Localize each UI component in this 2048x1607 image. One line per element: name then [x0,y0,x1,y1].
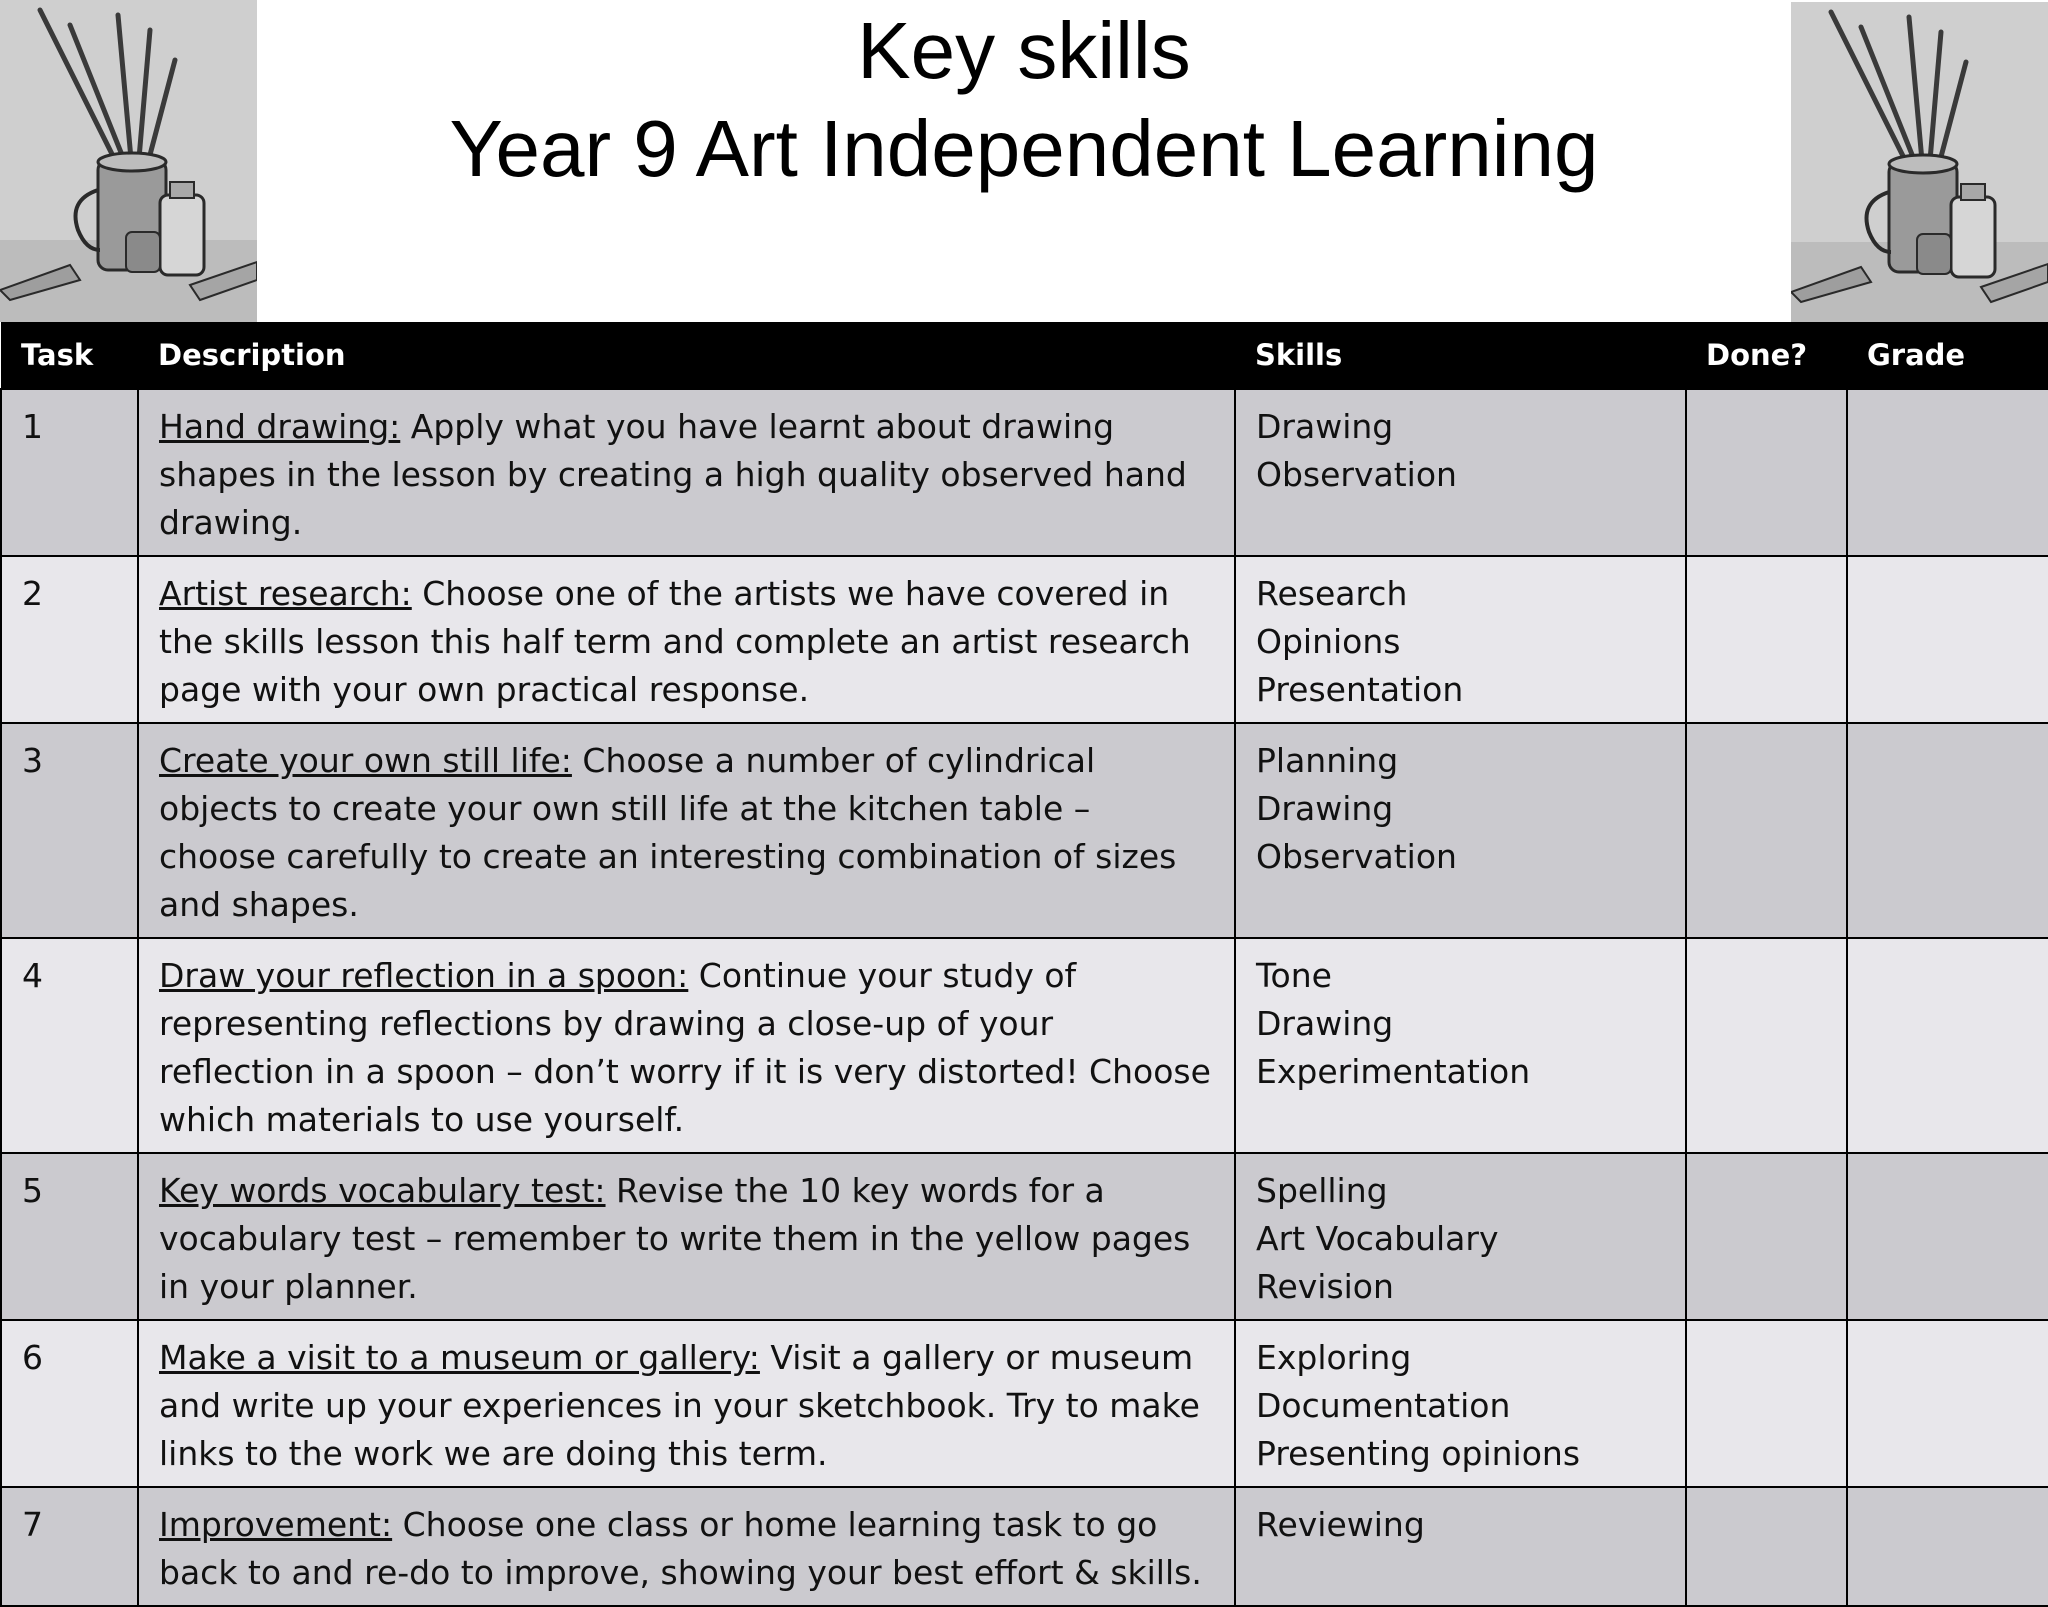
task-description [138,1153,1235,1320]
done-cell[interactable] [1686,1320,1847,1487]
task-skills [1235,1153,1686,1320]
header-skills: Skills [1235,322,1686,389]
grade-cell[interactable] [1847,1153,2048,1320]
done-cell[interactable] [1686,1487,1847,1606]
skill-item: Observation [1256,837,1457,876]
skill-item: Tone [1256,956,1332,995]
skill-item: Documentation [1256,1386,1511,1425]
skill-item: Presentation [1256,670,1464,709]
done-cell[interactable] [1686,1153,1847,1320]
grade-cell[interactable] [1847,1487,2048,1606]
task-skills [1235,389,1686,556]
grade-cell[interactable] [1847,938,2048,1153]
done-cell[interactable] [1686,556,1847,723]
task-lead: Key words vocabulary test: [159,1171,606,1210]
skill-item: Spelling [1256,1171,1388,1210]
skill-item: Art Vocabulary [1256,1219,1499,1258]
skill-item: Opinions [1256,622,1401,661]
task-skills [1235,723,1686,938]
title-line-2: Year 9 Art Independent Learning [449,104,1599,193]
header-description: Description [138,322,1235,389]
task-lead: Create your own still life: [159,741,572,780]
table-row [1,938,2048,1153]
task-lead: Hand drawing: [159,407,401,446]
table-header-row [1,322,2048,389]
task-lead: Improvement: [159,1505,393,1544]
skill-item: Research [1256,574,1408,613]
skill-item: Observation [1256,455,1457,494]
skill-item: Exploring [1256,1338,1412,1377]
still-life-illustration-right [1791,2,2048,324]
task-skills [1235,1320,1686,1487]
task-text: Choose one of the artists we have covered in the skills lesson this half term and complete an artist research page with your own practical response. [159,574,1191,709]
task-lead: Draw your reflection in a spoon: [159,956,689,995]
task-lead: Make a visit to a museum or gallery: [159,1338,760,1377]
task-description [138,1320,1235,1487]
brushes-jar-icon [0,0,257,322]
header-grade: Grade [1847,322,2048,389]
done-cell[interactable] [1686,389,1847,556]
task-text: Apply what you have learnt about drawing shapes in the lesson by creating a high quality observed hand drawing. [159,407,1187,542]
task-description [138,1487,1235,1606]
grade-cell[interactable] [1847,1320,2048,1487]
title-line-1: Key skills [857,6,1191,95]
task-description [138,938,1235,1153]
done-cell[interactable] [1686,938,1847,1153]
still-life-illustration-left [0,0,257,322]
task-skills [1235,1487,1686,1606]
task-text: Continue your study of representing reflections by drawing a close-up of your reflection in a spoon – don’t worry if it is very distorted! Choose which materials to use yourself. [159,956,1211,1139]
table-row [1,1320,2048,1487]
grade-cell[interactable] [1847,389,2048,556]
skill-item: Drawing [1256,407,1394,446]
table-row [1,723,2048,938]
skill-item: Presenting opinions [1256,1434,1581,1473]
task-skills [1235,556,1686,723]
tasks-table [0,322,2048,1607]
table-row [1,556,2048,723]
grade-cell[interactable] [1847,723,2048,938]
task-number: 6 [1,1320,138,1487]
task-number: 5 [1,1153,138,1320]
task-number: 2 [1,556,138,723]
brushes-jar-icon [1791,2,2048,324]
task-number: 1 [1,389,138,556]
task-description [138,556,1235,723]
task-number: 7 [1,1487,138,1606]
task-description [138,389,1235,556]
grade-cell[interactable] [1847,556,2048,723]
skill-item: Revision [1256,1267,1394,1306]
skill-item: Planning [1256,741,1399,780]
header-done: Done? [1686,322,1847,389]
header-task: Task [1,322,138,389]
page-title [257,2,1791,198]
task-number: 3 [1,723,138,938]
done-cell[interactable] [1686,723,1847,938]
task-text: Revise the 10 key words for a vocabulary test – remember to write them in the yellow pages in your planner. [159,1171,1191,1306]
task-text: Choose one class or home learning task to go back to and re-do to improve, showing your best effort & skills. [159,1505,1202,1592]
task-number: 4 [1,938,138,1153]
skill-item: Drawing [1256,1004,1394,1043]
table-row [1,389,2048,556]
task-lead: Artist research: [159,574,412,613]
skill-item: Reviewing [1256,1505,1425,1544]
table-row [1,1487,2048,1606]
skill-item: Drawing [1256,789,1394,828]
task-skills [1235,938,1686,1153]
task-text: Visit a gallery or museum and write up your experiences in your sketchbook. Try to make links to the work we are doing this term. [159,1338,1200,1473]
task-text: Choose a number of cylindrical objects to create your own still life at the kitchen table – choose carefully to create an interesting combination of sizes and shapes. [159,741,1177,924]
table-row [1,1153,2048,1320]
task-description [138,723,1235,938]
skill-item: Experimentation [1256,1052,1531,1091]
